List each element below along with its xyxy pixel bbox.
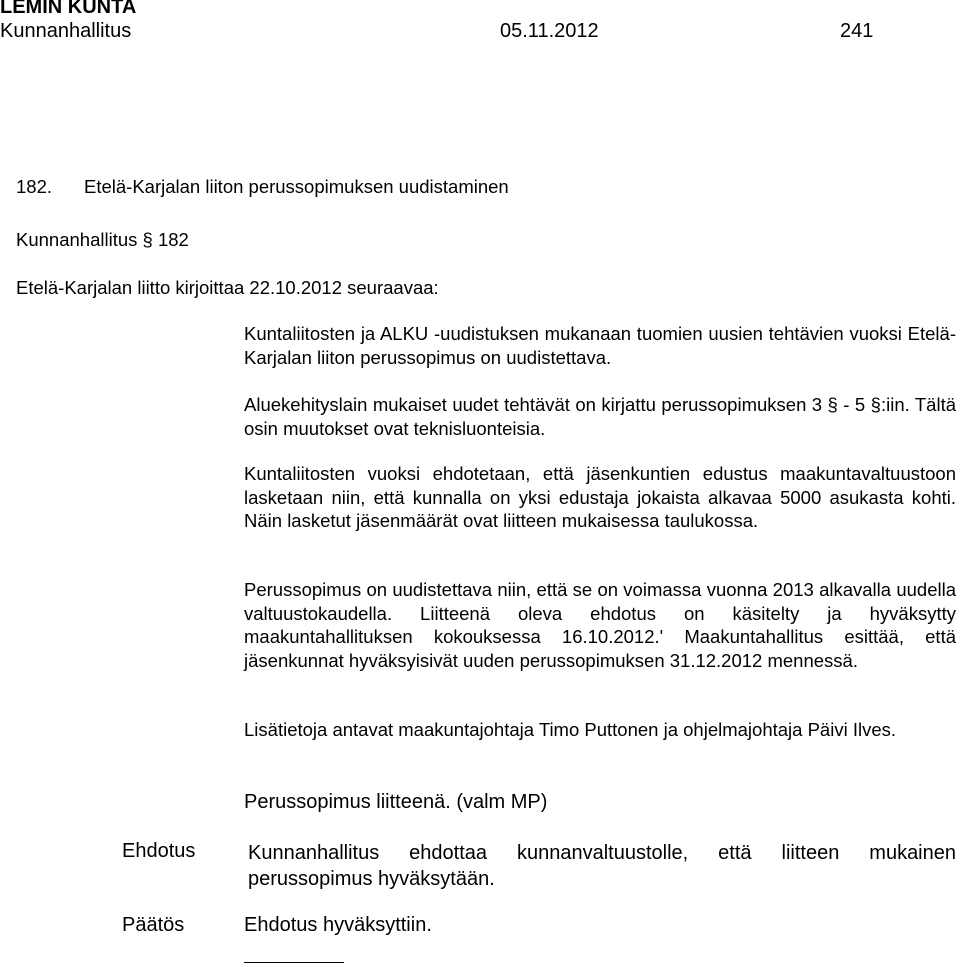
proposal-text: Kunnanhallitus ehdottaa kunnanvaltuustolle, että liitteen mukainen perussopimus hyväksytään. [248,842,956,890]
paragraph-1: Kuntaliitosten ja ALKU -uudistuksen mukanaan tuomien uusien tehtävien vuoksi Etelä-Karjalan liiton perussopimus on uudistettava. [244,323,956,368]
meeting-date: 05.11.2012 [500,20,599,42]
page-number: 241 [840,20,874,42]
decision-label: Päätös [122,914,185,936]
paragraph-2: Aluekehityslain mukaiset uudet tehtävät on kirjattu perussopimuksen 3 § - 5 §:iin. Tältä osin muutokset ovat teknisluonteisia. [244,394,956,439]
paragraph-4: Perussopimus on uudistettava niin, että se on voimassa vuonna 2013 alkavalla uudella valtuustokaudella. Liitteenä oleva ehdotus on käsitelty ja hyväksytty maakuntahallituksen kokouksessa 16.10.2012.' Maakuntahallitus esittää, että jäsenkunnat hyväksyisivät uuden perussopimuksen 31.12.2012 mennessä. [244,579,956,671]
section-reference: Kunnanhallitus § 182 [16,229,189,250]
paragraph-3: Kuntaliitosten vuoksi ehdotetaan, että jäsenkuntien edustus maakuntavaltuustoon lasketaan niin, että kunnalla on yksi edustaja jokaista alkavaa 5000 asukasta kohti. Näin lasketut jäsenmäärät ovat liitteen mukaisessa taulukossa. [244,463,956,531]
meeting-body: Kunnanhallitus [0,20,132,42]
attachment-note: Perussopimus liitteenä. (valm MP) [244,791,548,813]
intro-line: Etelä-Karjalan liitto kirjoittaa 22.10.2012 seuraavaa: [16,277,439,298]
proposal-label: Ehdotus [122,840,196,862]
organization-name: LEMIN KUNTA [0,0,137,18]
decision-text: Ehdotus hyväksyttiin. [244,914,432,936]
item-title: Etelä-Karjalan liiton perussopimuksen uudistaminen [84,176,509,197]
item-number: 182. [16,176,53,197]
paragraph-5: Lisätietoja antavat maakuntajohtaja Timo Puttonen ja ohjelmajohtaja Päivi Ilves. [244,719,896,740]
signature-rule [244,962,344,963]
